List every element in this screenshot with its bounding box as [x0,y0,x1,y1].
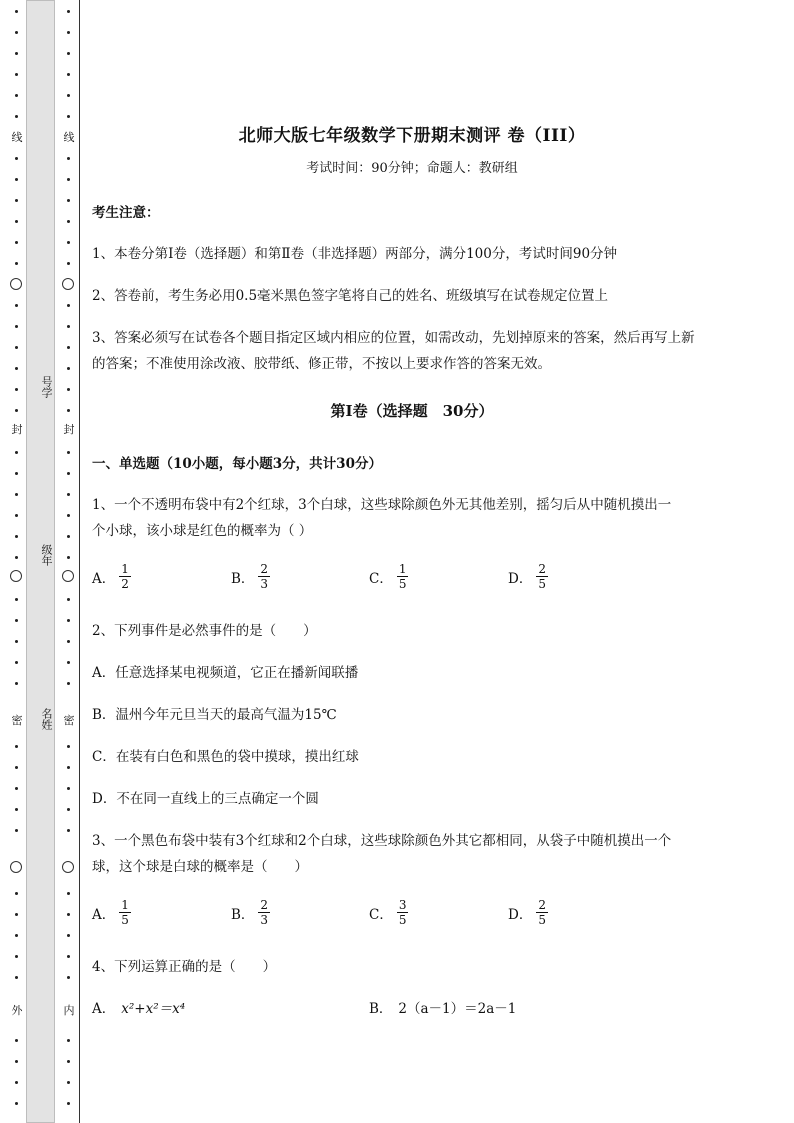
q3-option-a[interactable] [92,898,131,927]
binding-dot [15,52,18,55]
binding-dot [15,934,18,937]
binding-dot [15,955,18,958]
binding-dot [15,262,18,265]
numerator: 2 [260,562,269,576]
q1-option-d[interactable] [508,562,548,591]
binding-dot [67,346,70,349]
binding-dot [67,808,70,811]
fraction [258,898,270,927]
q4-option-b[interactable] [369,997,516,1017]
numerator: 3 [398,898,407,912]
binding-dot [67,661,70,664]
binding-dot [15,367,18,370]
binding-dot [15,808,18,811]
binding-dot [15,220,18,223]
binding-dot [15,115,18,118]
fraction [536,898,548,927]
q4-option-a[interactable] [92,997,185,1017]
binding-dot [67,535,70,538]
option-label: C． [369,570,393,587]
circle-icon [10,278,22,290]
binding-dot [67,934,70,937]
q2-option-d[interactable]: D．不在同一直线上的三点确定一个圆 [92,791,319,807]
binding-dot [67,787,70,790]
binding-dot [67,94,70,97]
numerator: 1 [121,562,129,576]
margin-divider [79,0,80,1123]
denominator: 3 [260,577,269,591]
binding-dot [15,619,18,622]
binding-dot [15,241,18,244]
fraction [536,562,548,591]
binding-dot [15,178,18,181]
binding-dot [67,766,70,769]
outer-dotted-line [12,0,22,1123]
circle-icon [62,278,74,290]
binding-dot [67,1060,70,1063]
binding-mark: 内 [60,1005,78,1017]
binding-dot [15,976,18,979]
binding-dot [15,1060,18,1063]
q2-option-b[interactable]: B．温州今年元旦当天的最高气温为15℃ [92,707,337,723]
option-label: B． [369,1001,393,1017]
binding-mark: 外 [8,1005,26,1017]
binding-dot [67,619,70,622]
section-title: 第I卷（选择题 30分） [330,402,494,420]
binding-dot [15,682,18,685]
binding-dot [15,472,18,475]
option-label: D． [508,906,533,923]
option-label: A． [92,1001,116,1017]
binding-mark: 封 [8,424,26,436]
binding-dot [67,913,70,916]
binding-dot [15,892,18,895]
binding-dot [15,409,18,412]
notice-item: 3、答案必须写在试卷各个题目指定区域内相应的位置，如需改动，先划掉原来的答案，然后再写上新 [92,330,695,346]
binding-dot [67,199,70,202]
option-label: A． [92,570,116,587]
denominator: 5 [538,577,546,591]
binding-dot [15,829,18,832]
binding-dot [67,892,70,895]
q3-option-b[interactable] [231,898,270,927]
binding-dot [67,304,70,307]
binding-dot [67,640,70,643]
binding-dot [15,199,18,202]
binding-dot [67,556,70,559]
binding-dot [15,745,18,748]
q1-option-c[interactable] [369,562,408,591]
option-label: B． [231,906,255,923]
math-expression: 2（a－1）＝2a－1 [398,1001,517,1017]
binding-dot [67,955,70,958]
denominator: 2 [121,577,129,591]
question-3-line: 球，这个球是白球的概率是（ ） [92,859,308,875]
binding-dot [15,556,18,559]
denominator: 3 [260,913,269,927]
option-label: B． [231,570,255,587]
binding-dot [67,409,70,412]
binding-dot [67,493,70,496]
binding-dot [15,598,18,601]
binding-dot [15,787,18,790]
binding-dot [67,1081,70,1084]
binding-dot [67,388,70,391]
binding-dot [67,241,70,244]
numerator: 2 [260,898,269,912]
binding-dot [15,913,18,916]
question-4-stem: 4、下列运算正确的是（ ） [92,959,277,975]
q3-option-c[interactable] [369,898,408,927]
fraction [119,562,131,591]
field-student-number: 号学 [40,376,53,398]
inner-dotted-line [64,0,74,1123]
binding-dot [67,325,70,328]
numerator: 2 [538,898,546,912]
question-1-line: 1、一个不透明布袋中有2个红球，3个白球，这些球除颜色外无其他差别，摇匀后从中随机摸出一 [92,497,672,513]
math-expression: x²+x²＝x⁴ [121,1001,186,1017]
binding-dot [67,598,70,601]
denominator: 5 [538,913,546,927]
binding-mark: 密 [8,715,26,727]
binding-dot [15,10,18,13]
binding-dot [15,1102,18,1105]
circle-icon [62,861,74,873]
binding-dot [67,451,70,454]
question-2-stem: 2、下列事件是必然事件的是（ ） [92,623,317,639]
q1-option-b[interactable] [231,562,270,591]
circle-icon [10,861,22,873]
binding-dot [15,304,18,307]
option-label: C． [369,906,393,923]
option-label: D． [508,570,533,587]
notice-item: 1、本卷分第I卷（选择题）和第Ⅱ卷（非选择题）两部分，满分100分，考试时间90分钟 [92,246,618,262]
binding-dot [67,682,70,685]
binding-dot [15,388,18,391]
numerator: 1 [121,898,129,912]
binding-mark: 封 [60,424,78,436]
binding-dot [67,262,70,265]
binding-dot [15,94,18,97]
binding-dot [67,367,70,370]
q1-option-a[interactable] [92,562,131,591]
binding-dot [15,766,18,769]
question-3-line: 3、一个黑色布袋中装有3个红球和2个白球，这些球除颜色外其它都相同，从袋子中随机摸出一个 [92,833,672,849]
exam-title: 北师大版七年级数学下册期末测评 卷（III） [238,126,586,146]
binding-dot [15,73,18,76]
circle-icon [62,570,74,582]
binding-dot [15,640,18,643]
binding-dot [67,73,70,76]
binding-dot [67,1102,70,1105]
binding-dot [15,346,18,349]
notice-heading: 考生注意： [92,205,160,221]
binding-dot [67,976,70,979]
binding-dot [15,661,18,664]
fraction [397,562,409,591]
binding-dot [15,31,18,34]
binding-dot [15,493,18,496]
denominator: 5 [398,913,407,927]
circle-icon [10,570,22,582]
q2-option-c[interactable]: C．在装有白色和黑色的袋中摸球，摸出红球 [92,749,359,765]
binding-mark: 密 [60,715,78,727]
q2-option-a[interactable]: A．任意选择某电视频道，它正在播新闻联播 [92,665,359,681]
q3-option-d[interactable] [508,898,548,927]
denominator: 5 [398,577,407,591]
binding-dot [15,325,18,328]
binding-dot [67,115,70,118]
numerator: 1 [398,562,407,576]
binding-mark: 线 [60,132,78,144]
option-label: A． [92,906,116,923]
binding-mark: 线 [8,132,26,144]
binding-dot [67,10,70,13]
binding-dot [67,1039,70,1042]
binding-dot [15,514,18,517]
binding-margin [0,0,80,1123]
question-1-line: 个小球，该小球是红色的概率为（ ） [92,523,313,539]
field-name: 名姓 [40,708,53,730]
fraction [119,898,131,927]
exam-subtitle: 考试时间：90分钟；命题人：教研组 [306,161,518,176]
fraction [258,562,270,591]
fraction [397,898,409,927]
binding-dot [67,178,70,181]
binding-dot [15,451,18,454]
binding-dot [67,52,70,55]
notice-item: 2、答卷前，考生务必用0.5毫米黑色签字笔将自己的姓名、班级填写在试卷规定位置上 [92,288,609,304]
binding-dot [15,535,18,538]
numerator: 2 [538,562,546,576]
binding-dot [67,220,70,223]
binding-dot [67,157,70,160]
field-grade: 级年 [40,544,53,566]
notice-item: 的答案；不准使用涂改液、胶带纸、修正带，不按以上要求作答的答案无效。 [92,356,551,372]
part-title: 一、单选题（10小题，每小题3分，共计30分） [92,456,382,472]
binding-dot [15,1039,18,1042]
binding-dot [15,157,18,160]
binding-dot [67,472,70,475]
binding-dot [15,1081,18,1084]
binding-dot [67,745,70,748]
denominator: 5 [121,913,129,927]
binding-dot [67,31,70,34]
binding-dot [67,829,70,832]
binding-dot [67,514,70,517]
